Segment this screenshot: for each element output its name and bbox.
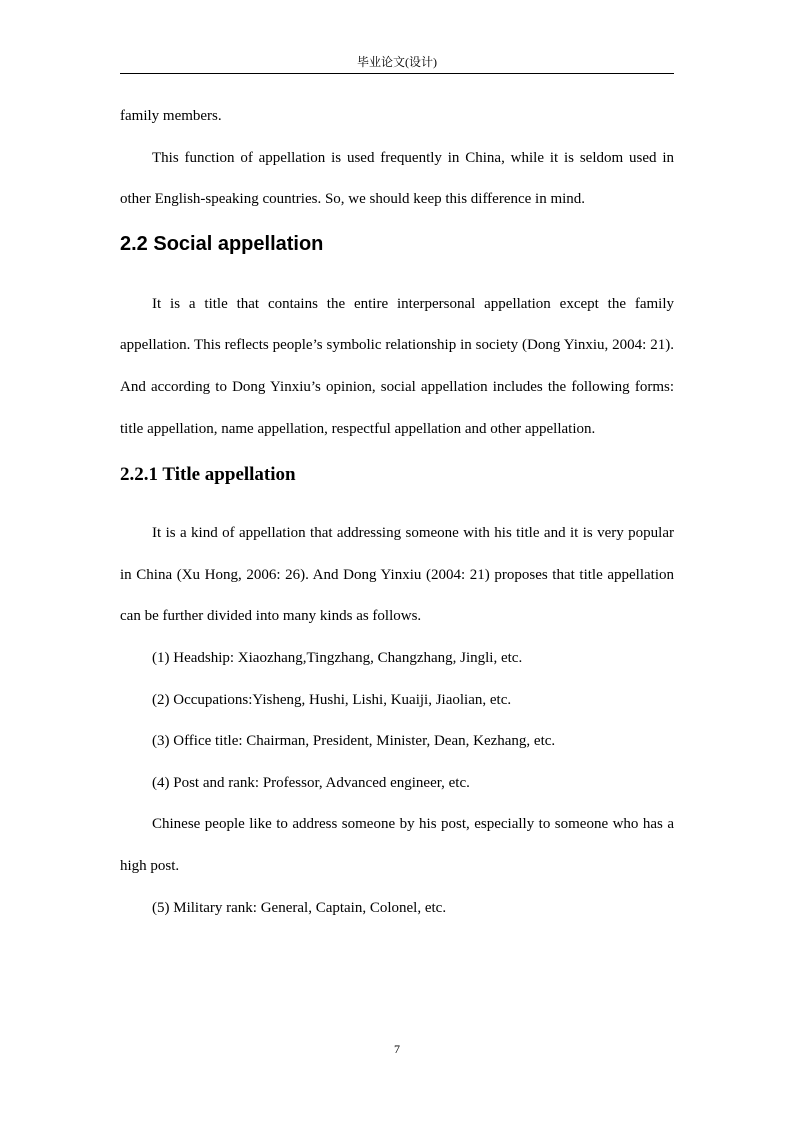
header-rule xyxy=(120,73,674,74)
subsection-heading-container xyxy=(120,450,674,513)
list-item-military-rank: (5) Military rank: General, Captain, Colonel, etc. xyxy=(152,899,447,916)
list-item-headship: (1) Headship: Xiaozhang,Tingzhang, Changzhang, Jingli, etc. xyxy=(152,649,523,666)
paragraph-continuation: family members. xyxy=(120,108,222,124)
list-item-office-title: (3) Office title: Chairman, President, Minister, Dean, Kezhang, etc. xyxy=(152,733,556,750)
section-heading-container xyxy=(120,221,674,284)
paragraph-function-appellation: This function of appellation is used frequently in China, while it is seldom used in other English-speaking countries. So, we should keep this difference in mind. xyxy=(120,149,674,208)
paragraph-title-appellation: It is a kind of appellation that addressing someone with his title and it is very popular in China (Xu Hong, 2006: 26). And Dong Yinxiu (2004: 21) proposes that title appellation can be further divided into many kinds as follows. xyxy=(120,525,674,625)
paragraph-social-appellation: It is a title that contains the entire interpersonal appellation except the family appellation. This reflects people’s symbolic relationship in society (Dong Yinxiu, 2004: 21). And according to Dong Yinxiu’s opinion, social appellation includes the following forms: title appellation, name appellation, respectful appellation and other appellation. xyxy=(120,295,674,437)
subsection-heading-title-appellation: 2.2.1 Title appellation xyxy=(120,464,296,486)
page-body xyxy=(120,96,674,929)
paragraph-post-address: Chinese people like to address someone by his post, especially to someone who has a high post. xyxy=(120,816,674,874)
section-heading-social-appellation: 2.2 Social appellation xyxy=(120,232,324,255)
page-header: 毕业论文(设计) xyxy=(357,55,437,69)
list-item-occupations: (2) Occupations:Yisheng, Hushi, Lishi, Kuaiji, Jiaolian, etc. xyxy=(152,691,512,708)
list-item-post-and-rank: (4) Post and rank: Professor, Advanced engineer, etc. xyxy=(152,774,470,791)
page-number: 7 xyxy=(394,1042,400,1056)
